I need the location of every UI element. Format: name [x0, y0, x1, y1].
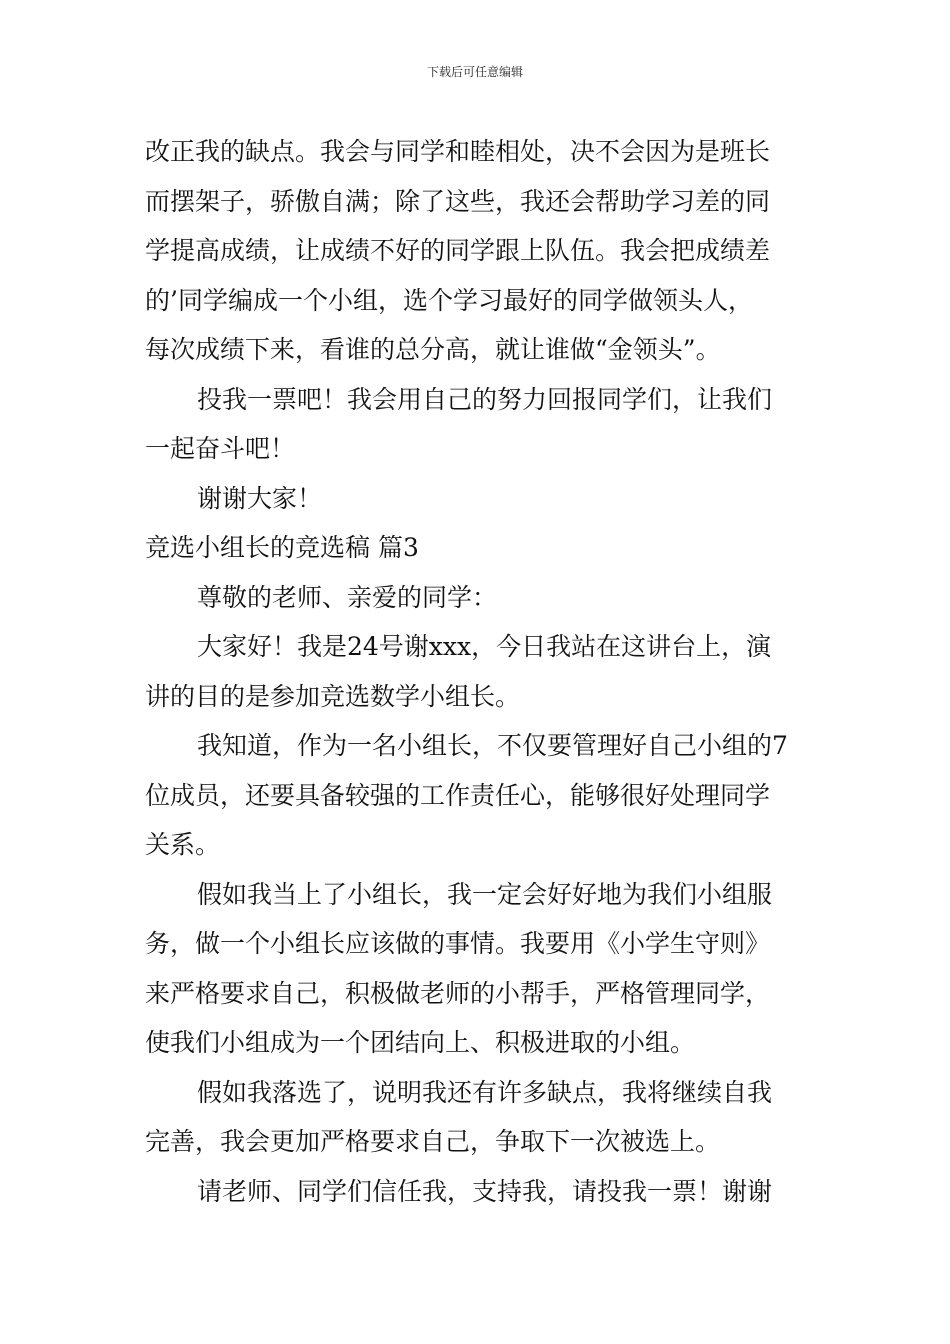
paragraph-line: 投我一票吧！我会用自己的努力回报同学们，让我们	[197, 384, 773, 414]
paragraph-line: 而摆架子，骄傲自满；除了这些，我还会帮助学习差的同	[145, 186, 771, 216]
document-body	[145, 127, 815, 1216]
paragraph-line: 每次成绩下来，看谁的总分高，就让谁做“金领头”。	[145, 335, 721, 364]
paragraph-line: 讲的目的是参加竞选数学小组长。	[145, 681, 521, 711]
paragraph-line: 使我们小组成为一个团结向上、积极进取的小组。	[145, 1028, 696, 1057]
paragraph-line: 假如我当上了小组长，我一定会好好地为我们小组服	[197, 879, 773, 909]
paragraph-line: 完善，我会更加严格要求自己，争取下一次被选上。	[145, 1127, 721, 1156]
paragraph-line: 改正我的缺点。我会与同学和睦相处，决不会因为是班长	[145, 137, 771, 166]
section-title: 竞选小组长的竞选稿 篇3	[145, 533, 419, 562]
paragraph-line: 位成员，还要具备较强的工作责任心，能够很好处理同学	[145, 780, 771, 810]
paragraph-line: 谢谢大家！	[197, 483, 323, 513]
paragraph-line: 学提高成绩，让成绩不好的同学跟上队伍。我会把成绩差	[145, 236, 771, 265]
paragraph-line: 假如我落选了，说明我还有许多缺点，我将继续自我	[197, 1077, 773, 1107]
paragraph-line: 务，做一个小组长应该做的事情。我要用《小学生守则》	[145, 929, 771, 958]
paragraph-line: 大家好！我是24号谢xxx，今日我站在这讲台上，演	[197, 632, 772, 661]
paragraph-line: 关系。	[145, 830, 221, 859]
salutation-line: 尊敬的老师、亲爱的同学：	[197, 582, 498, 612]
paragraph-line: 的’同学编成一个小组，选个学习最好的同学做领头人，	[145, 285, 753, 315]
page-header-note: 下载后可任意编辑	[426, 65, 523, 79]
paragraph-line: 我知道，作为一名小组长，不仅要管理好自己小组的7	[197, 731, 788, 760]
paragraph-line: 来严格要求自己，积极做老师的小帮手，严格管理同学，	[145, 978, 771, 1008]
paragraph-line: 一起奋斗吧！	[145, 434, 296, 463]
paragraph-line: 请老师、同学们信任我，支持我，请投我一票！谢谢	[197, 1176, 773, 1206]
